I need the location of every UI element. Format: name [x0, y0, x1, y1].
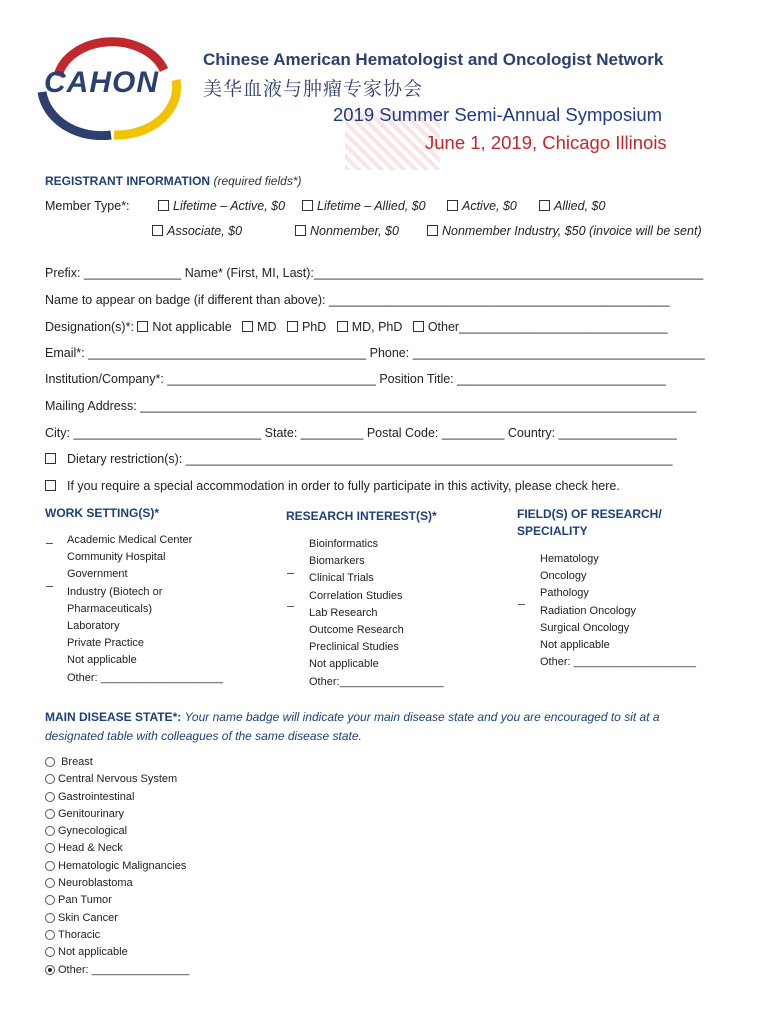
dash-mark [287, 573, 294, 574]
checkbox-icon[interactable] [152, 225, 163, 236]
list-item[interactable]: Bioinformatics [309, 538, 379, 550]
registrant-heading: REGISTRANT INFORMATION (required fields*) [45, 174, 302, 188]
checkbox-icon[interactable] [337, 321, 348, 332]
fields-list [540, 551, 696, 671]
list-item[interactable]: Industry (Biotech or [67, 585, 163, 598]
radio-icon[interactable] [45, 792, 55, 802]
mailing-address-field[interactable]: Mailing Address: ________________________________________________________________________________ [45, 399, 697, 413]
radio-icon[interactable] [45, 878, 55, 888]
list-item[interactable]: Clinical Trials [309, 572, 374, 585]
checkbox-icon[interactable] [158, 200, 169, 211]
list-item[interactable]: Hematology [540, 553, 599, 565]
disease-note: Your name badge will indicate your main disease state and you are encouraged to sit at a [184, 710, 660, 724]
member-type-active[interactable]: Active, $0 [447, 199, 517, 213]
radio-icon[interactable] [45, 843, 55, 853]
dash-mark [46, 586, 53, 587]
radio-gyn[interactable]: Gynecological [45, 823, 190, 840]
radio-selected-icon[interactable] [45, 965, 55, 975]
institution-position-field[interactable]: Institution/Company*: ______________________________ Position Title: ______________________________ [45, 372, 666, 386]
list-item[interactable]: Outcome Research [309, 624, 404, 637]
list-item[interactable]: Government [67, 568, 128, 581]
checkbox-icon[interactable] [287, 321, 298, 332]
dietary-row[interactable]: Dietary restriction(s): ______________________________________________________________________ [45, 452, 672, 466]
checkbox-icon[interactable] [45, 480, 56, 491]
designation-not-applicable[interactable]: Not applicable [137, 320, 231, 334]
list-item[interactable]: Correlation Studies [309, 589, 403, 602]
logo [36, 30, 186, 140]
list-item[interactable]: Radiation Oncology [540, 604, 637, 617]
radio-other[interactable]: Other: ________________ [45, 962, 190, 979]
radio-icon[interactable] [45, 947, 55, 957]
radio-breast[interactable]: Breast [45, 754, 190, 771]
list-item[interactable]: Other: ____________________ [540, 656, 696, 669]
org-name: Chinese American Hematologist and Oncologist Network [203, 50, 664, 69]
designation-md[interactable]: MD [242, 320, 276, 334]
disease-list [45, 754, 190, 979]
logo-text: CAHON [44, 66, 159, 99]
list-item[interactable]: Pharmaceuticals) [67, 602, 152, 615]
radio-head-neck[interactable]: Head & Neck [45, 840, 190, 857]
list-item[interactable]: Not applicable [67, 654, 137, 667]
list-item[interactable]: Not applicable [540, 639, 610, 652]
radio-icon[interactable] [45, 861, 55, 871]
radio-thoracic[interactable]: Thoracic [45, 927, 190, 944]
checkbox-icon[interactable] [242, 321, 253, 332]
member-type-nonmember[interactable]: Nonmember, $0 [295, 224, 399, 238]
checkbox-icon[interactable] [45, 453, 56, 464]
checkbox-icon[interactable] [295, 225, 306, 236]
list-item[interactable]: Surgical Oncology [540, 621, 630, 634]
designation-other[interactable]: Other______________________________ [413, 320, 668, 334]
radio-neuroblastoma[interactable]: Neuroblastoma [45, 875, 190, 892]
designation-md-phd[interactable]: MD, PhD [337, 320, 403, 334]
city-state-field[interactable]: City: ___________________________ State: _________ Postal Code: _________ Country: _________________ [45, 426, 677, 440]
member-type-lifetime-allied[interactable]: Lifetime – Allied, $0 [302, 199, 426, 213]
radio-pan-tumor[interactable]: Pan Tumor [45, 892, 190, 909]
badge-name-field[interactable]: Name to appear on badge (if different than above): _________________________________________________ [45, 293, 670, 307]
designation-row [45, 320, 668, 334]
list-item[interactable]: Biomarkers [309, 555, 365, 568]
radio-heme[interactable]: Hematologic Malignancies [45, 858, 190, 875]
accommodation-row[interactable]: If you require a special accommodation in order to fully participate in this activity, please check here. [45, 479, 620, 493]
required-note: (required fields*) [213, 174, 302, 188]
symposium-title: 2019 Summer Semi-Annual Symposium [333, 104, 663, 125]
list-item[interactable]: Pathology [540, 587, 589, 600]
symposium-date: June 1, 2019, Chicago Illinois [425, 132, 667, 153]
designation-phd[interactable]: PhD [287, 320, 326, 334]
radio-cns[interactable]: Central Nervous System [45, 771, 190, 788]
list-item[interactable]: Lab Research [309, 606, 378, 619]
radio-icon[interactable] [45, 930, 55, 940]
radio-icon[interactable] [45, 913, 55, 923]
email-phone-field[interactable]: Email*: ________________________________________ Phone: __________________________________________ [45, 346, 705, 360]
work-setting-heading: WORK SETTING(S)* [45, 506, 159, 520]
org-name-cn: 美华血液与肿瘤专家协会 [203, 78, 424, 100]
list-item[interactable]: Oncology [540, 570, 587, 583]
list-item[interactable]: Community Hospital [67, 551, 166, 564]
disease-heading-block [45, 708, 735, 746]
radio-icon[interactable] [45, 809, 55, 819]
checkbox-icon[interactable] [137, 321, 148, 332]
list-item[interactable]: Private Practice [67, 637, 145, 650]
radio-gu[interactable]: Genitourinary [45, 806, 190, 823]
list-item[interactable]: Laboratory [67, 620, 120, 633]
radio-icon[interactable] [45, 826, 55, 836]
dash-mark [46, 543, 53, 544]
radio-skin[interactable]: Skin Cancer [45, 910, 190, 927]
disease-heading: MAIN DISEASE STATE*: [45, 710, 182, 724]
radio-icon[interactable] [45, 895, 55, 905]
member-type-nonmember-industry[interactable]: Nonmember Industry, $50 (invoice will be sent) [427, 224, 702, 238]
dash-mark [287, 606, 294, 607]
radio-not-applicable[interactable]: Not applicable [45, 944, 190, 961]
list-item[interactable]: Preclinical Studies [309, 641, 399, 654]
work-setting-list [67, 532, 223, 687]
designation-label: Designation(s)*: [45, 320, 134, 334]
member-type-allied[interactable]: Allied, $0 [539, 199, 605, 213]
list-item[interactable]: Academic Medical Center [67, 534, 193, 546]
checkbox-icon[interactable] [447, 200, 458, 211]
checkbox-icon[interactable] [427, 225, 438, 236]
list-item[interactable]: Other:_________________ [309, 675, 444, 688]
research-interest-heading: RESEARCH INTEREST(S)* [286, 509, 437, 523]
radio-gi[interactable]: Gastrointestinal [45, 789, 190, 806]
list-item[interactable]: Other: ____________________ [67, 671, 223, 684]
checkbox-icon[interactable] [302, 200, 313, 211]
member-type-associate[interactable]: Associate, $0 [152, 224, 242, 238]
fields-heading: FIELD(S) OF RESEARCH/ SPECIALITY [517, 507, 662, 538]
dash-mark [518, 604, 525, 605]
checkbox-icon[interactable] [413, 321, 424, 332]
radio-icon[interactable] [45, 774, 55, 784]
member-type-lifetime-active[interactable]: Lifetime – Active, $0 [158, 199, 285, 213]
prefix-name-field[interactable]: Prefix: ______________ Name* (First, MI, Last):________________________________________________________ [45, 266, 704, 280]
disease-note-2: designated table with colleagues of the same disease state. [45, 729, 362, 743]
list-item[interactable]: Not applicable [309, 658, 379, 671]
member-type-label: Member Type*: [45, 199, 130, 213]
research-interest-list [309, 536, 444, 691]
radio-icon[interactable] [45, 757, 55, 767]
checkbox-icon[interactable] [539, 200, 550, 211]
